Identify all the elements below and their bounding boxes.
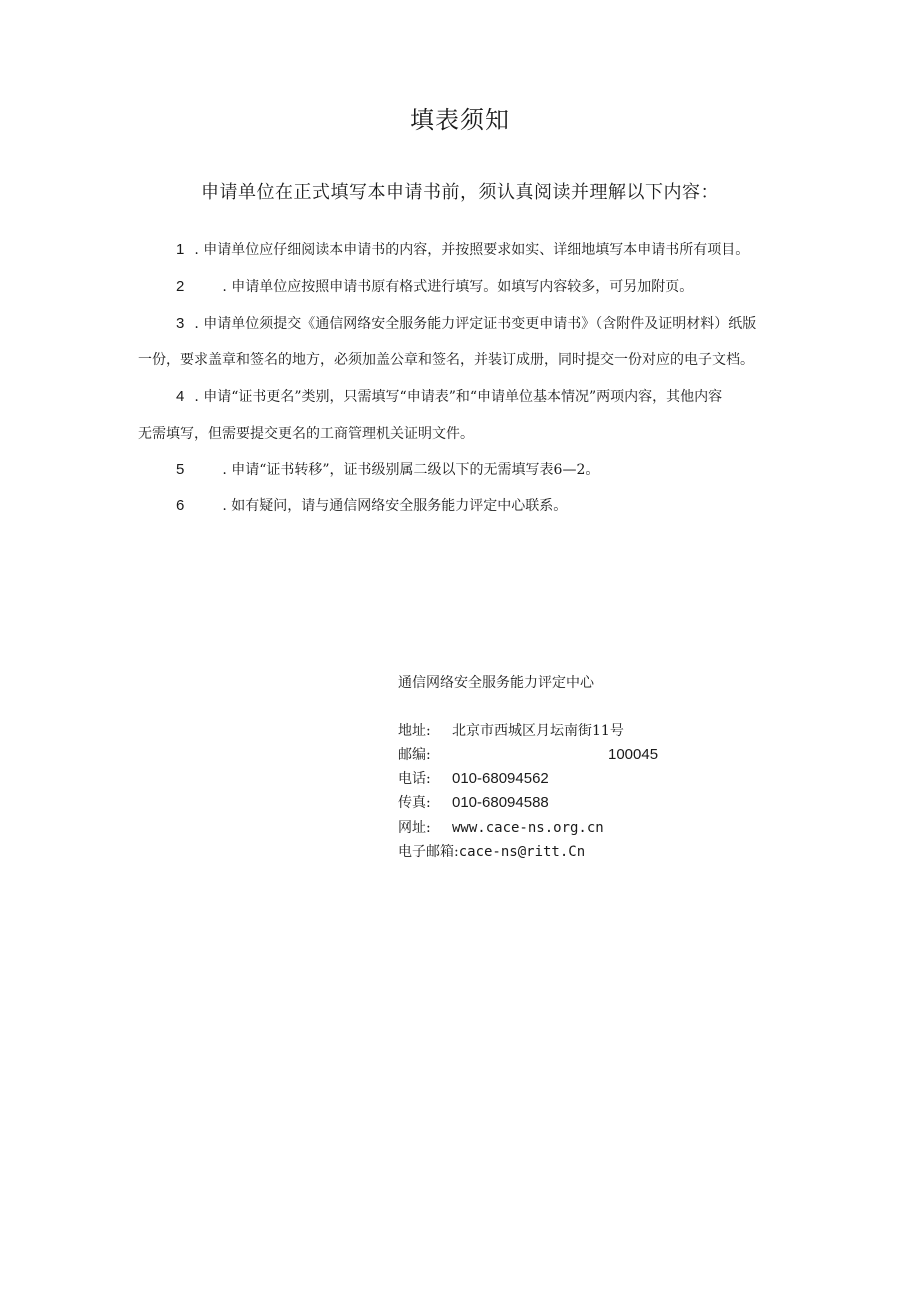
item-number: 1 [176,241,185,258]
org-name: 通信网络安全服务能力评定中心 [398,675,594,691]
phone-label: 电话: [398,771,431,787]
email-link[interactable]: cace-ns@ritt.Cn [458,844,586,860]
postcode-value: 100045 [608,746,659,763]
instruction-item-2 [176,277,693,297]
phone-row [398,769,549,789]
item-text: . 如有疑问，请与通信网络安全服务能力评定中心联系。 [222,498,568,514]
item-number: 2 [176,278,185,295]
fax-label: 传真: [398,795,431,811]
address-row [398,721,624,741]
item-number: 6 [176,497,185,514]
instruction-item-4 [176,387,722,407]
intro-text: 申请单位在正式填写本申请书前，须认真阅读并理解以下内容： [201,182,719,203]
item-text: . 申请单位应按照申请书原有格式进行填写。如填写内容较多，可另加附页。 [222,279,694,295]
item-text: . 申请“证书更名”类别，只需填写“申请表”和“申请单位基本情况”两项内容，其他内容 [194,389,723,405]
item-text: . 申请单位应仔细阅读本申请书的内容，并按照要求如实、详细地填写本申请书所有项目。 [194,242,750,258]
fax-value: 010-68094588 [452,794,549,811]
instruction-item-3 [176,314,756,334]
postcode-row [398,745,658,765]
page-title: 填表须知 [410,106,510,134]
item-text: . 申请“证书转移”，证书级别属二级以下的无需填写表6—2。 [222,462,600,478]
email-row [398,842,585,862]
website-label: 网址: [398,820,431,836]
item-number: 4 [176,388,185,405]
item-text: . 申请单位须提交《通信网络安全服务能力评定证书变更申请书》（含附件及证明材料）纸版 [194,316,757,332]
phone-value: 010-68094562 [452,770,549,787]
item-number: 5 [176,461,185,478]
instruction-item-4-continuation: 无需填写，但需要提交更名的工商管理机关证明文件。 [138,426,474,442]
postcode-label: 邮编: [398,747,431,763]
fax-row [398,793,549,813]
item-number: 3 [176,315,185,332]
website-row [398,818,604,838]
instruction-item-3-continuation: 一份，要求盖章和签名的地方，必须加盖公章和签名，并装订成册，同时提交一份对应的电子文档。 [138,352,754,368]
email-label: 电子邮箱: [398,844,459,860]
instruction-item-1 [176,240,749,260]
website-link[interactable]: www.cace-ns.org.cn [452,820,604,836]
instruction-item-6 [176,496,567,516]
address-value: 北京市西城区月坛南街11号 [452,723,624,739]
address-label: 地址: [398,723,431,739]
instruction-item-5 [176,460,599,480]
